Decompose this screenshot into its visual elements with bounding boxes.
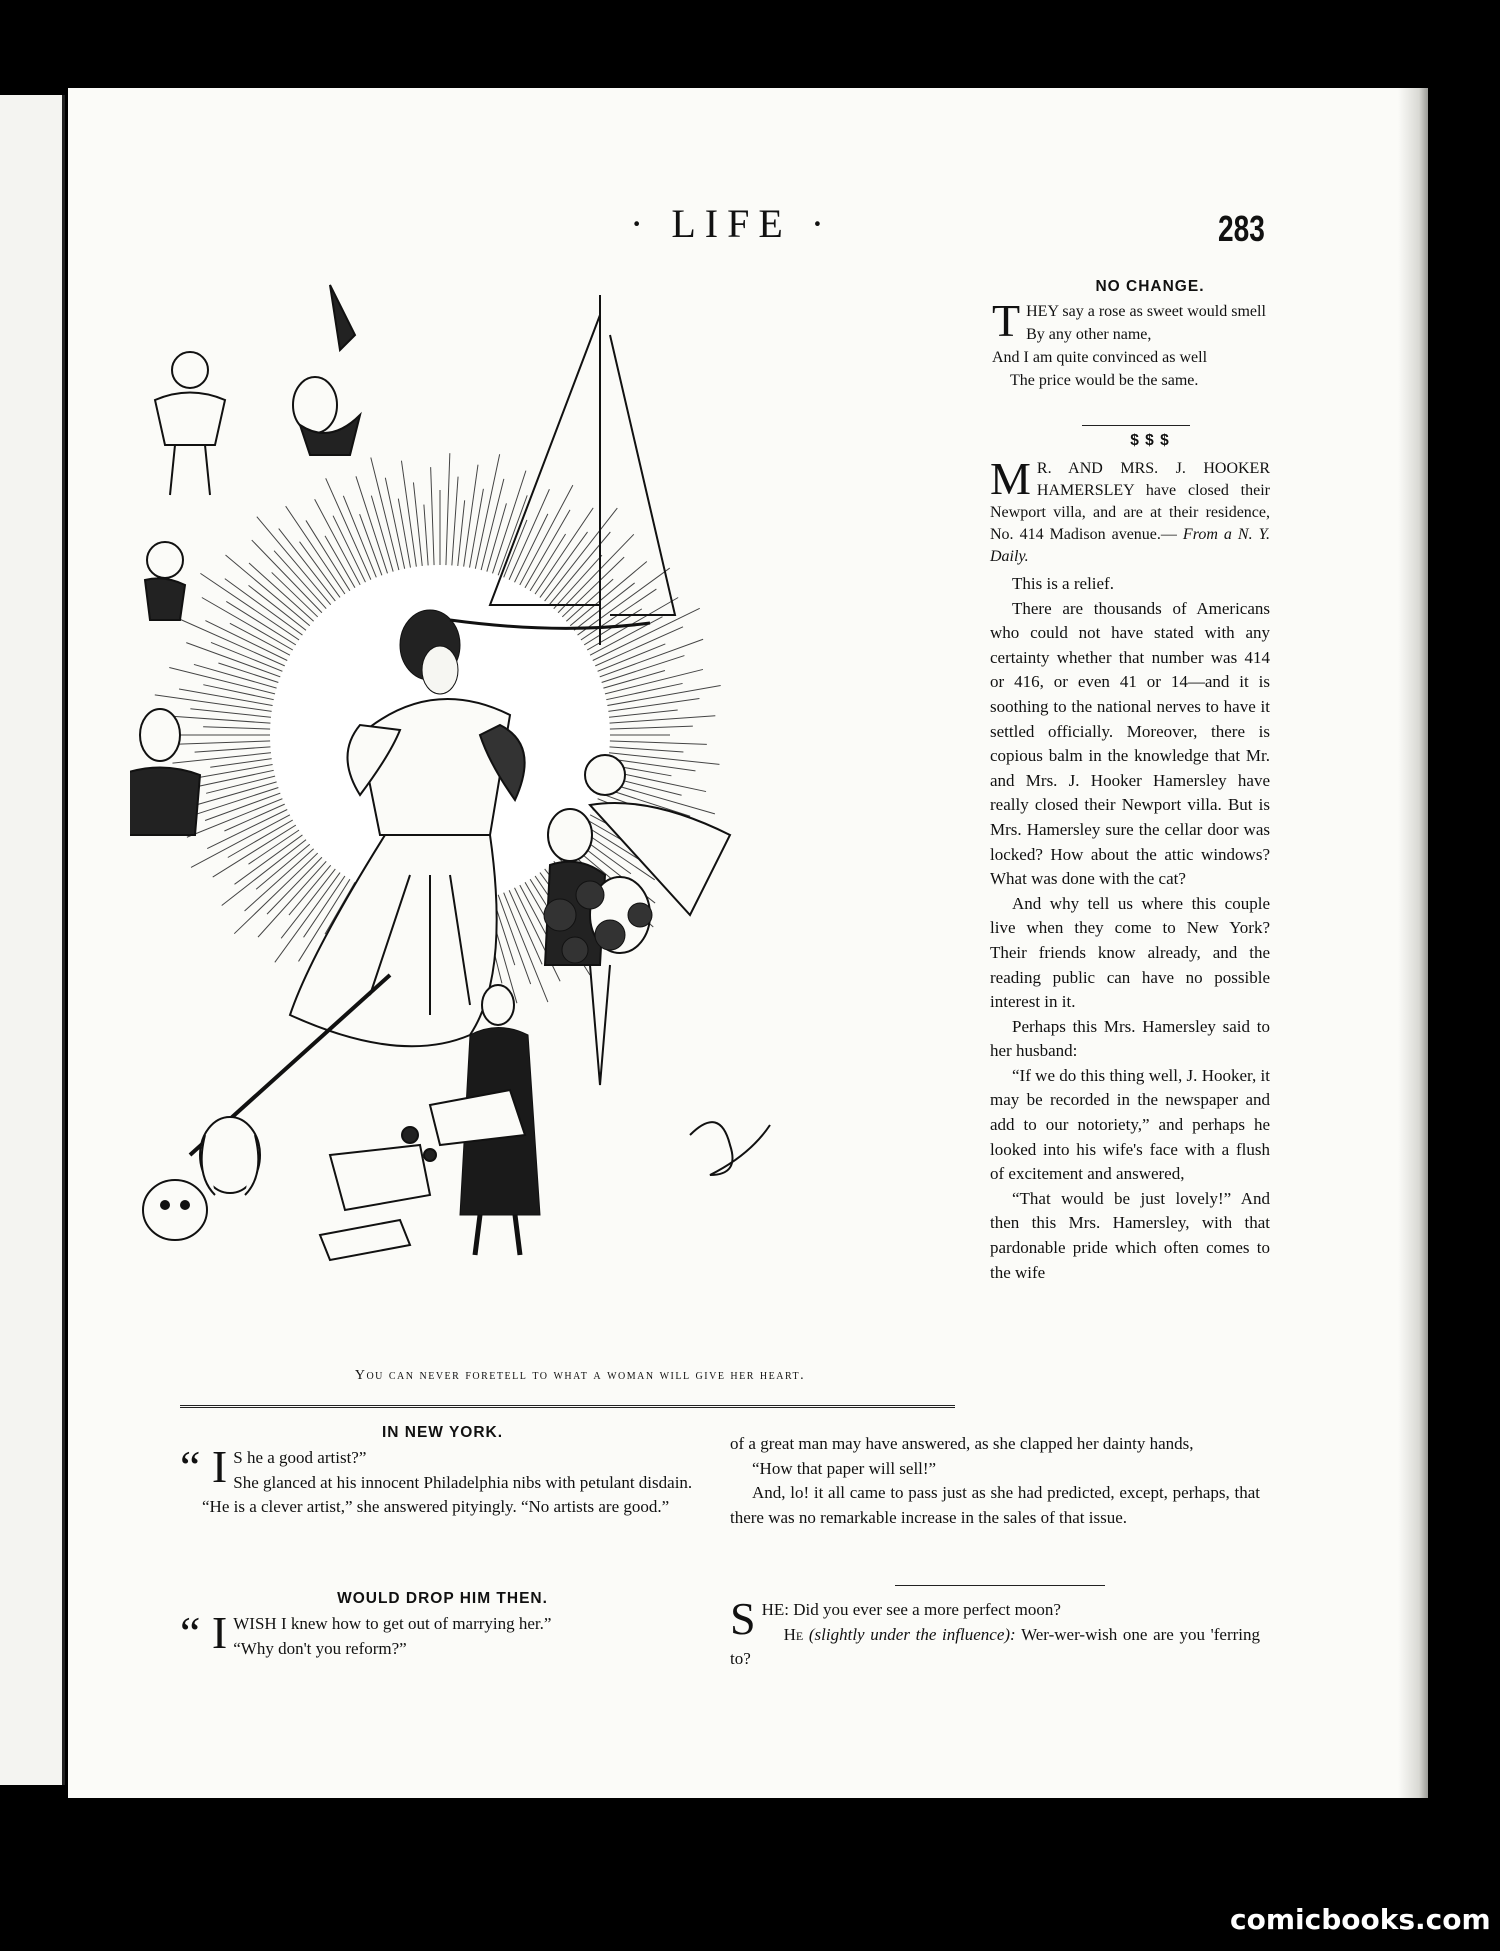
paragraph: This is a relief.: [1012, 574, 1114, 593]
halo-ray: [561, 568, 669, 647]
central-illustration: [130, 275, 960, 1365]
dropcap: T: [992, 295, 1021, 346]
artist-signature: [690, 1122, 770, 1175]
halo-ray: [371, 457, 404, 589]
article-in-new-york: [180, 1441, 705, 1520]
article-hamersley: [990, 453, 1271, 1285]
paragraph: And why tell us where this couple live when they come to New York? Their friends know already, and the reading public can have no possible interest in it.: [990, 893, 1270, 1012]
paragraph: There are thousands of Americans who could not have stated with any certainty whether that number was 414 or 416, or even 41 or 14—and it is soothing to the national nerves to have it settled officially. Moreover, there is copious balm in the knowledge that Mr. and Mrs. J. Hooker Hamersley have really closed their Newport villa. But is Mrs. Hamersley sure the cellar door was locked? How about the attic windows? What was done with the cat?: [990, 598, 1270, 889]
heading-dollars: $ $ $: [1130, 432, 1170, 449]
paragraph: She glanced at his innocent Philadelphia nibs with petulant disdain.: [233, 1472, 693, 1492]
article-would-drop: [180, 1607, 705, 1661]
paragraph: “He is a clever artist,” she answered pityingly. “No artists are good.”: [202, 1497, 670, 1517]
paragraph: S he a good artist?”: [233, 1448, 367, 1467]
paragraph: of a great man may have answered, as she clapped her dainty hands,: [730, 1434, 1194, 1453]
dropcap: “ I: [180, 1607, 228, 1658]
news-item: R. AND MRS. J. HOOKER HAMERSLEY have closed their Newport villa, and are at their residence, No. 414 Madison avenue.—: [990, 460, 1270, 543]
page-shadow: [1398, 88, 1428, 1798]
speaker-label: He: [783, 1624, 804, 1644]
news-source: From a N. Y. Daily.: [990, 526, 1271, 565]
poem-line: HEY say a rose as sweet would smell: [1026, 303, 1266, 320]
facing-page-edge: [0, 95, 65, 1785]
joke-moon: [730, 1593, 1261, 1672]
article-continuation: [730, 1432, 1260, 1530]
poem-line: By any other name,: [1026, 326, 1152, 343]
horizontal-rule: [180, 1405, 955, 1411]
heading-in-new-york: IN NEW YORK.: [381, 1424, 504, 1441]
stage-direction: (slightly under the influence):: [808, 1624, 1016, 1644]
poem-line: And I am quite convinced as well: [992, 349, 1208, 366]
halo-ray: [471, 454, 499, 588]
dialogue-she: HE: Did you ever see a more perfect moon?: [761, 1600, 1061, 1619]
masthead-title: · LIFE ·: [630, 201, 834, 246]
dropcap: “ I: [180, 1441, 228, 1492]
heading-would-drop: WOULD DROP HIM THEN.: [337, 1590, 548, 1607]
halo-ray: [496, 874, 548, 1002]
illustration-caption: You can never foretell to what a woman will give her heart.: [354, 1368, 806, 1383]
paragraph: “Why don't you reform?”: [233, 1638, 407, 1658]
paragraph: “That would be just lovely!” And then this Mrs. Hamersley, with that pardonable pride which often comes to the wife: [990, 1188, 1270, 1282]
paragraph: Perhaps this Mrs. Hamersley said to her husband:: [990, 1016, 1270, 1061]
halo-ray: [532, 508, 617, 617]
poem-no-change: [992, 295, 1272, 392]
halo-ray: [234, 839, 332, 933]
dropcap: M: [990, 453, 1031, 504]
halo-ray: [200, 573, 315, 651]
paragraph: “How that paper will sell!”: [752, 1458, 937, 1478]
paragraph: And, lo! it all came to pass just as she had predicted, except, perhaps, that there was no remarkable increase in the sales of that issue.: [730, 1483, 1260, 1527]
paragraph: WISH I knew how to get out of marrying her.”: [233, 1614, 552, 1633]
heading-no-change: NO CHANGE.: [1095, 278, 1205, 295]
halo-ray: [155, 695, 292, 714]
dog-heads: [143, 1117, 260, 1240]
section-divider: [895, 1585, 1105, 1586]
halo-ray: [257, 517, 344, 620]
dropcap: S: [730, 1593, 756, 1644]
section-divider: [1082, 425, 1190, 426]
page-number: 283: [1218, 208, 1265, 249]
paragraph: “If we do this thing well, J. Hooker, it may be recorded in the newspaper and add to our notoriety,” and perhaps he looked into his wife's face with a flush of excitement and answered,: [990, 1065, 1270, 1184]
dialogue-he: Wer-wer-wish one are you 'ferring to?: [730, 1624, 1261, 1669]
watermark: comicbooks.com: [1230, 1903, 1491, 1936]
poem-line: The price would be the same.: [1010, 372, 1199, 389]
